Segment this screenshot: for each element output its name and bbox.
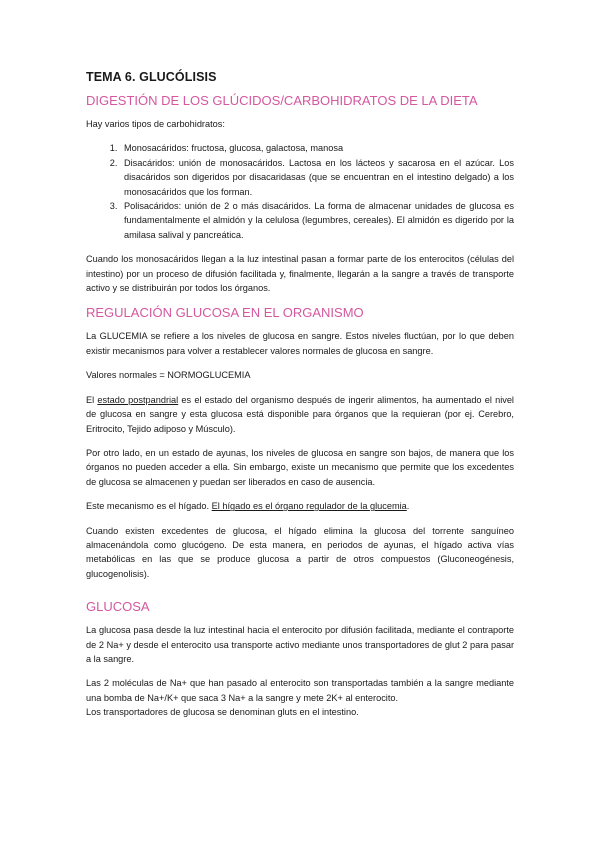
text-run: Las 2 moléculas de Na+ que han pasado al enterocito son transportadas también a la sangre mediante una bomba de Na+/K+ que saca 3 Na+ a la sangre y mete 2K+ al enterocito. bbox=[86, 678, 514, 703]
liver-paragraph bbox=[86, 499, 514, 513]
text-run: Este mecanismo es el hígado. bbox=[86, 501, 212, 512]
spacer bbox=[86, 591, 514, 599]
document-title: TEMA 6. GLUCÓLISIS bbox=[86, 70, 217, 84]
normal-values-paragraph: Valores normales = NORMOGLUCEMIA bbox=[86, 370, 251, 381]
text-run: . bbox=[406, 501, 410, 512]
text-run: Los transportadores de glucosa se denominan gluts en el intestino. bbox=[86, 707, 359, 718]
carbohydrate-types-list bbox=[86, 141, 514, 242]
absorption-paragraph: Cuando los monosacáridos llegan a la luz intestinal pasan a formar parte de los enterocitos (células del intestino) por un proceso de difusión facilitada y, finalmente, llegarán a la sangre a través de transporte activo y se distribuirán por todos los órganos. bbox=[86, 254, 514, 294]
section-digestion bbox=[86, 93, 514, 295]
glucose-transport-paragraph: La glucosa pasa desde la luz intestinal hacia el enterocito por difusión facilitada, mediante el contraporte de 2 Na+ y desde el enterocito usa transporte activo mediante unos transportadores de glut 2 para pasar a la sangre. bbox=[86, 625, 514, 664]
section-regulation bbox=[86, 305, 514, 581]
postprandial-term: estado postpandrial bbox=[97, 394, 179, 405]
liver-statement: El hígado es el órgano regulador de la glucemia bbox=[211, 501, 407, 512]
section-glucose bbox=[86, 599, 514, 719]
sodium-pump-paragraph bbox=[86, 676, 514, 719]
carbohydrate-types-intro: Hay varios tipos de carbohidratos: bbox=[86, 119, 225, 129]
list-item: 2. Disacáridos: unión de monosacáridos. Lactosa en los lácteos y sacarosa en el azúcar. Los disacáridos son digeridos por disacaridasas (que se encuentran en el intestino delgado) a los monosacáridos que los forman. bbox=[120, 156, 514, 199]
text-run: El bbox=[86, 394, 98, 405]
text-run: es el estado del organismo después de ingerir alimentos, ha aumentado el nivel de glucosa en sangre y esta glucosa está disponible para órganos que la requieran (por ej. Cerebro, Eritrocito, Tejido adiposo y Músculo). bbox=[86, 394, 514, 434]
section-heading-regulation: REGULACIÓN GLUCOSA EN EL ORGANISMO bbox=[86, 305, 364, 321]
section-heading-digestion: DIGESTIÓN DE LOS GLÚCIDOS/CARBOHIDRATOS DE LA DIETA bbox=[86, 93, 478, 108]
fasting-paragraph: Por otro lado, en un estado de ayunas, los niveles de glucosa en sangre son bajos, de manera que los órganos no pueden acceder a ella. Sin embargo, existe un mecanismo que permite que los excedentes de glucosa se almacenen y puedan ser liberados en caso de ausencia. bbox=[86, 447, 514, 487]
glycogen-paragraph: Cuando existen excedentes de glucosa, el hígado elimina la glucosa del torrente sanguíneo almacenándola como glucógeno. De esta manera, en periodos de ayunas, el hígado activa vías metabólicas en las que se produce glucosa a partir de otros compuestos (Gluconeogénesis, glucogenolisis). bbox=[86, 525, 514, 579]
section-heading-glucose: GLUCOSA bbox=[86, 599, 150, 615]
postprandial-paragraph bbox=[86, 393, 514, 436]
list-item: 1. Monosacáridos: fructosa, glucosa, galactosa, manosa bbox=[120, 141, 514, 155]
glycemia-paragraph: La GLUCEMIA se refiere a los niveles de glucosa en sangre. Estos niveles fluctúan, por lo que deben existir mecanismos para volver a restablecer valores normales de glucosa en sangre. bbox=[86, 331, 514, 356]
list-item: 3. Polisacáridos: unión de 2 o más disacáridos. La forma de almacenar unidades de glucosa es fundamentalmente el almidón y la celulosa (legumbres, cereales). El almidón es digerido por la amilasa salival y pancreática. bbox=[120, 199, 514, 242]
